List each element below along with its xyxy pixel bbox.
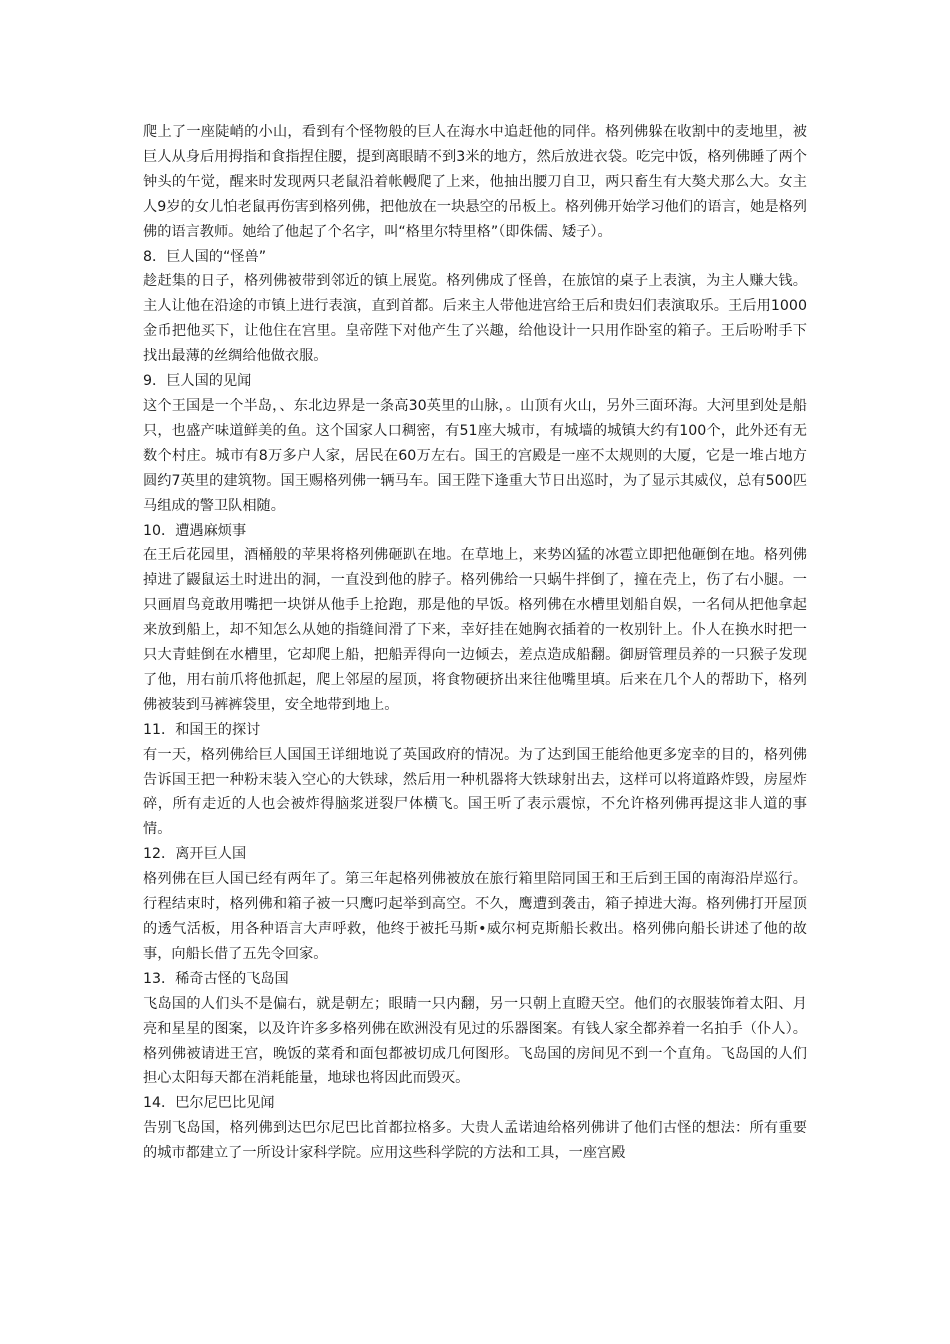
section-heading-13: 13．稀奇古怪的飞岛国: [143, 970, 289, 987]
section-heading-8: 8．巨人国的“怪兽”: [143, 248, 267, 265]
document-page: [143, 120, 807, 1166]
section-heading-11: 11．和国王的探讨: [143, 721, 261, 738]
paragraph-section-9: 这个王国是一个半岛，、东北边界是一条高30英里的山脉，。山顶有火山，另外三面环海。大河里到处是船只，也盛产味道鲜美的鱼。这个国家人口稠密，有51座大城市，有城墙的城镇大约有100个，此外还有无数个村庄。城市有8万多户人家，居民在60万左右。国王的宫殿是一座不太规则的大厦，它是一堆占地方圆约7英里的建筑物。国王赐格列佛一辆马车。国王陛下逢重大节日出巡时，为了显示其威仪，总有500匹马组成的警卫队相随。: [143, 397, 807, 514]
paragraph-section-10: 在王后花园里，酒桶般的苹果将格列佛砸趴在地。在草地上，来势凶猛的冰雹立即把他砸倒在地。格列佛掉进了鼹鼠运土时进出的洞，一直没到他的脖子。格列佛给一只蜗牛拌倒了，撞在壳上，伤了右小腿。一只画眉鸟竟敢用嘴把一块饼从他手上抢跑，那是他的早饭。格列佛在水槽里划船自娱，一名伺从把他拿起来放到船上，却不知怎么从她的指缝间滑了下来，幸好挂在她胸衣插着的一枚别针上。仆人在换水时把一只大青蛙倒在水槽里，它却爬上船，把船弄得向一边倾去，差点造成船翻。御厨管理员养的一只猴子发现了他，用右前爪将他抓起，爬上邻屋的屋顶，将食物硬挤出来往他嘴里填。后来在几个人的帮助下，格列佛被装到马裤裤袋里，安全地带到地上。: [143, 547, 807, 713]
section-heading-9: 9．巨人国的见闻: [143, 373, 252, 390]
paragraph-section-11: 有一天，格列佛给巨人国国王详细地说了英国政府的情况。为了达到国王能给他更多宠幸的目的，格列佛告诉国王把一种粉末装入空心的大铁球，然后用一种机器将大铁球射出去，这样可以将道路炸毁，房屋炸碎，所有走近的人也会被炸得脑浆迸裂尸体横飞。国王听了表示震惊，不允许格列佛再提这非人道的事情。: [143, 746, 807, 838]
paragraph-section-12: 格列佛在巨人国已经有两年了。第三年起格列佛被放在旅行箱里陪同国王和王后到王国的南海沿岸巡行。行程结束时，格列佛和箱子被一只鹰叼起举到高空。不久，鹰遭到袭击，箱子掉进大海。格列佛打开屋顶的透气活板，用各种语言大声呼救，他终于被托马斯•威尔柯克斯船长救出。格列佛向船长讲述了他的故事，向船长借了五先令回家。: [143, 871, 807, 962]
paragraph-intro: 爬上了一座陡峭的小山，看到有个怪物般的巨人在海水中追赶他的同伴。格列佛躲在收割中的麦地里，被巨人从身后用拇指和食指捏住腰，提到离眼睛不到3米的地方，然后放进衣袋。吃完中饭，格列佛睡了两个钟头的午觉，醒来时发现两只老鼠沿着帐幔爬了上来，他抽出腰刀自卫，两只畜生有大獒犬那么大。女主人9岁的女儿怕老鼠再伤害到格列佛，把他放在一块悬空的吊板上。格列佛开始学习他们的语言，她是格列佛的语言教师。她给了他起了个名字，叫“格里尔特里格”（即侏儒、矮子）。: [143, 124, 807, 240]
paragraph-section-8: 趁赶集的日子，格列佛被带到邻近的镇上展览。格列佛成了怪兽，在旅馆的桌子上表演，为主人赚大钱。主人让他在沿途的市镇上进行表演，直到首都。后来主人带他进宫给王后和贵妇们表演取乐。王后用1000金币把他买下，让他住在宫里。皇帝陛下对他产生了兴趣，给他设计一只用作卧室的箱子。王后吩咐手下找出最薄的丝绸给他做衣服。: [143, 273, 807, 365]
paragraph-section-14: 告别飞岛国，格列佛到达巴尔尼巴比首都拉格多。大贵人孟诺迪给格列佛讲了他们古怪的想法：所有重要的城市都建立了一所设计家科学院。应用这些科学院的方法和工具，一座宫殿: [143, 1120, 807, 1162]
paragraph-section-13: 飞岛国的人们头不是偏右，就是朝左；眼睛一只内翻，另一只朝上直瞪天空。他们的衣服装饰着太阳、月亮和星星的图案，以及许许多多格列佛在欧洲没有见过的乐器图案。有钱人家全都养着一名拍手（仆人）。格列佛被请进王宫，晚饭的菜肴和面包都被切成几何图形。飞岛国的房间见不到一个直角。飞岛国的人们担心太阳每天都在消耗能量，地球也将因此而毁灭。: [143, 995, 807, 1087]
section-heading-10: 10．遭遇麻烦事: [143, 522, 247, 539]
section-heading-14: 14．巴尔尼巴比见闻: [143, 1095, 275, 1112]
section-heading-12: 12．离开巨人国: [143, 846, 247, 863]
